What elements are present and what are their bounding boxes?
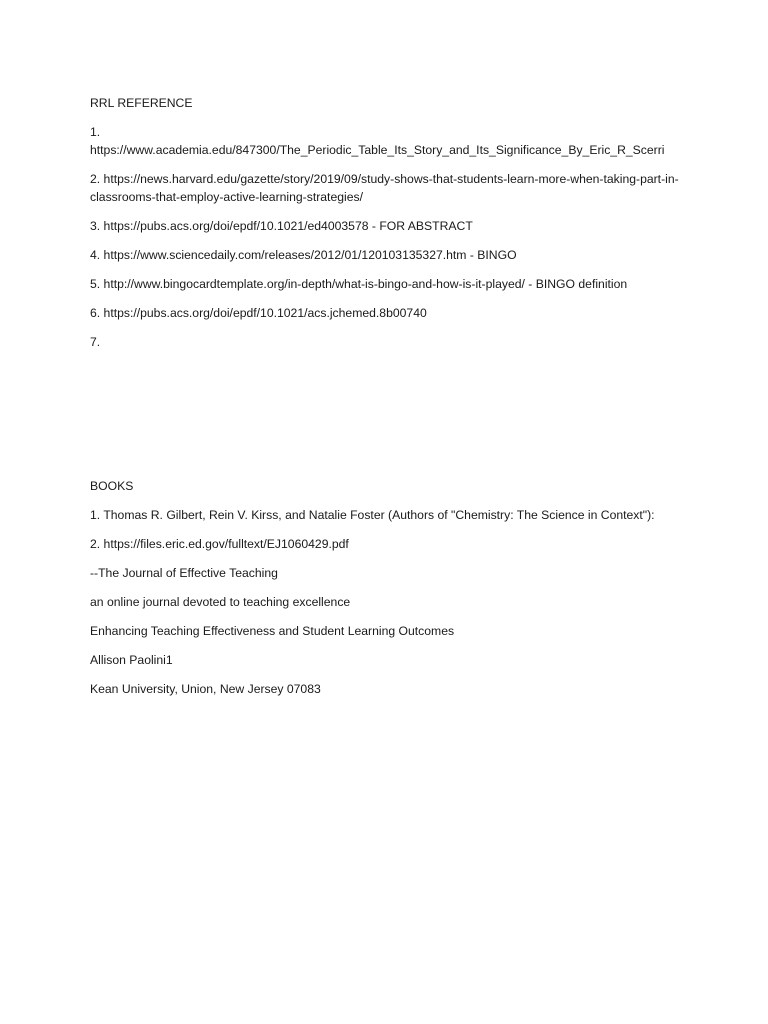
rrl-item-5: 5. http://www.bingocardtemplate.org/in-depth/what-is-bingo-and-how-is-it-played/ - BINGO definition — [90, 277, 628, 291]
journal-description: an online journal devoted to teaching excellence — [90, 595, 351, 609]
rrl-item-3: 3. https://pubs.acs.org/doi/epdf/10.1021/ed4003578 - FOR ABSTRACT — [90, 219, 473, 233]
article-title: Enhancing Teaching Effectiveness and Student Learning Outcomes — [90, 624, 455, 638]
book-item-2: 2. https://files.eric.ed.gov/fulltext/EJ1060429.pdf — [90, 537, 349, 551]
rrl-item-4: 4. https://www.sciencedaily.com/releases/2012/01/120103135327.htm - BINGO — [90, 248, 517, 262]
rrl-item-6: 6. https://pubs.acs.org/doi/epdf/10.1021/acs.jchemed.8b00740 — [90, 306, 427, 320]
rrl-item-1 — [90, 123, 680, 159]
rrl-heading: RRL REFERENCE — [90, 96, 193, 110]
rrl-item-2: 2. https://news.harvard.edu/gazette/story/2019/09/study-shows-that-students-learn-more-when-taking-part-in-classrooms-that-employ-active-learning-strategies/ — [90, 172, 679, 204]
books-heading: BOOKS — [90, 479, 134, 493]
author-affiliation: Kean University, Union, New Jersey 07083 — [90, 682, 321, 696]
blank-space — [90, 362, 680, 477]
book-item-1: 1. Thomas R. Gilbert, Rein V. Kirss, and Natalie Foster (Authors of "Chemistry: The Science in Context"): — [90, 508, 655, 522]
rrl-item-1-number: 1. — [90, 125, 101, 139]
rrl-item-1-url: https://www.academia.edu/847300/The_Periodic_Table_Its_Story_and_Its_Significance_By_Eric_R_Scerri — [90, 143, 665, 157]
rrl-item-7: 7. — [90, 335, 101, 349]
article-author: Allison Paolini1 — [90, 653, 173, 667]
document-body — [90, 94, 680, 709]
journal-title: --The Journal of Effective Teaching — [90, 566, 278, 580]
